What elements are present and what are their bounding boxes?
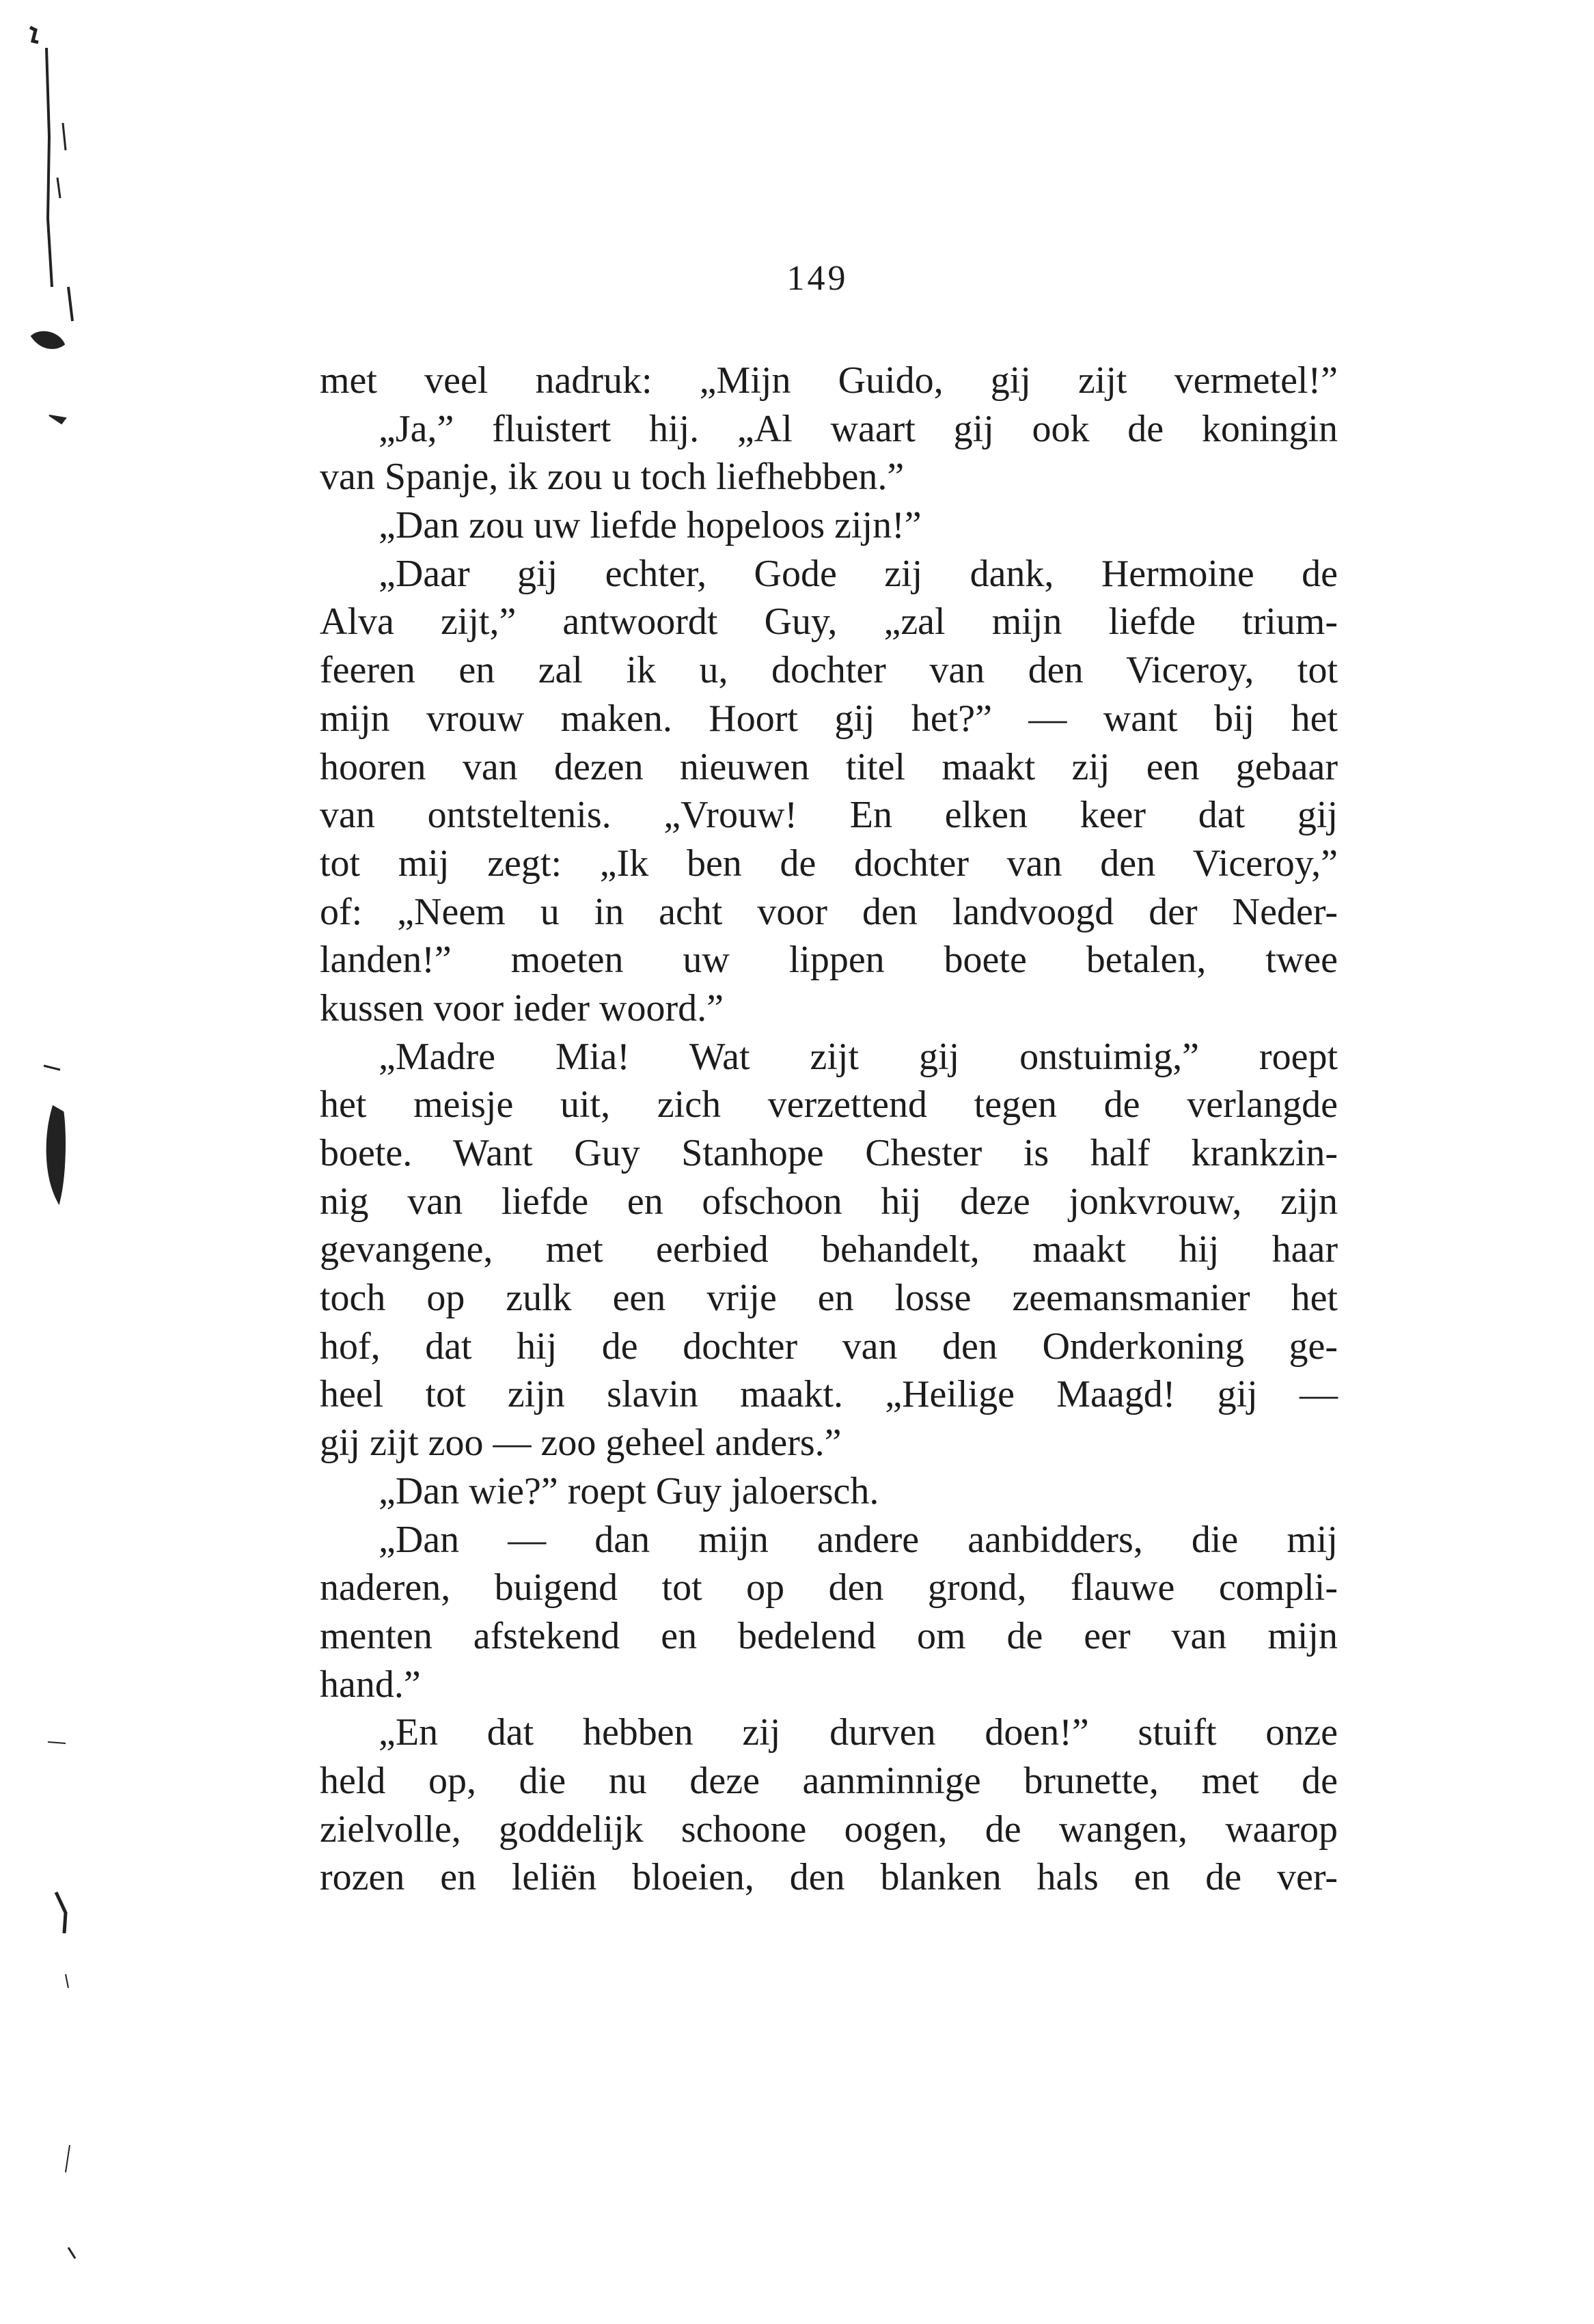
text-line: toch op zulk een vrije en losse zeemansmanier het	[320, 1277, 1338, 1320]
text-line: kussen voor ieder woord.”	[320, 986, 724, 1029]
text-line: het meisje uit, zich verzettend tegen de verlangde	[320, 1083, 1338, 1126]
page-number: 149	[786, 259, 849, 298]
text-line: feeren en zal ik u, dochter van den Viceroy, tot	[320, 649, 1338, 692]
text-line: „En dat hebben zij durven doen!” stuift onze	[379, 1711, 1338, 1754]
text-line: hof, dat hij de dochter van den Onderkoning ge-	[320, 1325, 1338, 1368]
text-line: boete. Want Guy Stanhope Chester is half krankzin-	[320, 1132, 1338, 1174]
scan-margin-artifacts	[0, 0, 123, 2324]
text-line: van Spanje, ik zou u toch liefhebben.”	[320, 456, 905, 499]
text-line: „Dan zou uw liefde hopeloos zijn!”	[379, 504, 922, 547]
text-line: „Dan wie?” roept Guy jaloersch.	[379, 1469, 879, 1512]
text-line: menten afstekend en bedelend om de eer van mijn	[320, 1614, 1338, 1657]
text-line: „Ja,” fluistert hij. „Al waart gij ook de koningin	[379, 407, 1338, 450]
text-line: „Madre Mia! Wat zijt gij onstuimig,” roept	[379, 1035, 1338, 1078]
body-text	[320, 357, 1338, 1902]
text-line: of: „Neem u in acht voor den landvoogd der Neder-	[320, 890, 1338, 933]
text-line: landen!” moeten uw lippen boete betalen, twee	[320, 939, 1338, 982]
text-line: van ontsteltenis. „Vrouw! En elken keer dat gij	[320, 794, 1338, 837]
text-line: met veel nadruk: „Mijn Guido, gij zijt vermetel!”	[320, 359, 1338, 402]
text-line: hooren van dezen nieuwen titel maakt zij een gebaar	[320, 745, 1338, 788]
text-line: heel tot zijn slavin maakt. „Heilige Maagd! gij —	[320, 1373, 1338, 1416]
text-line: zielvolle, goddelijk schoone oogen, de wangen, waarop	[320, 1808, 1338, 1851]
text-line: gevangene, met eerbied behandelt, maakt hij haar	[320, 1228, 1338, 1271]
text-line: Alva zijt,” antwoordt Guy, „zal mijn liefde trium-	[320, 600, 1338, 644]
text-line: naderen, buigend tot op den grond, flauwe compli-	[320, 1566, 1338, 1609]
text-line: nig van liefde en ofschoon hij deze jonkvrouw, zijn	[320, 1180, 1338, 1223]
text-line: „Dan — dan mijn andere aanbidders, die mij	[379, 1518, 1338, 1561]
text-line: gij zijt zoo — zoo geheel anders.”	[320, 1422, 842, 1465]
text-line: rozen en leliën bloeien, den blanken hals en de ver-	[320, 1856, 1338, 1899]
text-line: „Daar gij echter, Gode zij dank, Hermoine de	[379, 552, 1338, 595]
text-line: mijn vrouw maken. Hoort gij het?” — want bij het	[320, 697, 1338, 740]
text-line: held op, die nu deze aanminnige brunette, met de	[320, 1759, 1338, 1802]
text-line: hand.”	[320, 1663, 421, 1706]
text-line: tot mij zegt: „Ik ben de dochter van den Viceroy,”	[320, 842, 1338, 885]
